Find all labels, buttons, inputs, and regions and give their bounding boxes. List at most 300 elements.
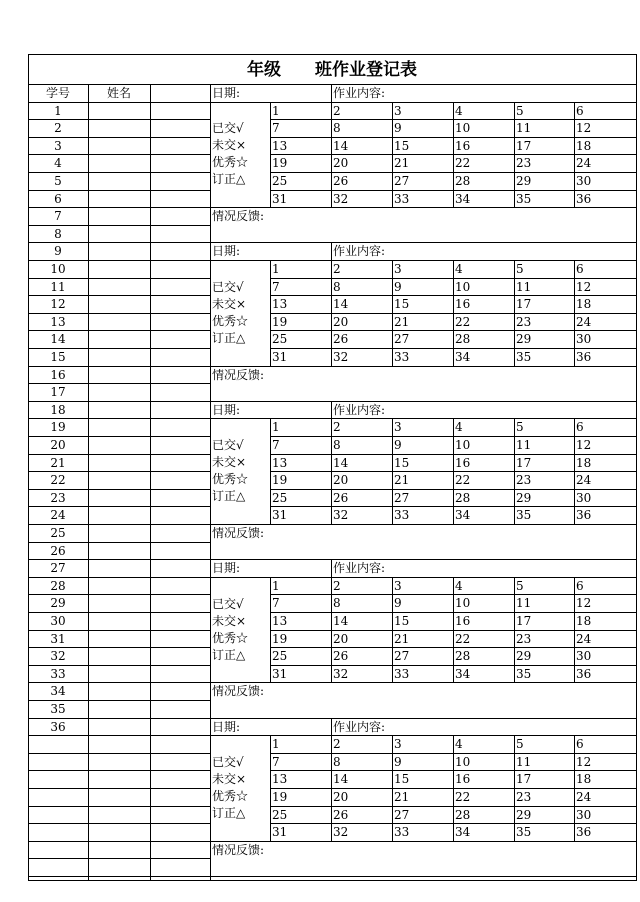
student-id-cell: 2 <box>54 120 62 135</box>
number-grid-col-line <box>514 102 515 208</box>
homework-number-cell: 7 <box>272 595 280 610</box>
student-id-cell: 29 <box>50 595 66 610</box>
student-id-cell: 30 <box>50 613 66 628</box>
status-legend-item: 未交× <box>212 772 247 786</box>
number-grid-col-line <box>453 577 454 683</box>
homework-number-cell: 35 <box>516 666 532 681</box>
homework-number-cell: 19 <box>272 789 288 804</box>
student-id-cell: 18 <box>50 402 66 417</box>
homework-number-cell: 1 <box>272 578 280 593</box>
homework-number-cell: 2 <box>333 103 341 118</box>
left-row-line <box>28 858 210 859</box>
number-grid-col-line <box>392 102 393 208</box>
homework-number-cell: 10 <box>455 120 471 135</box>
feedback-label: 情况反馈: <box>212 843 265 857</box>
homework-number-cell: 32 <box>333 666 349 681</box>
student-id-cell: 24 <box>50 507 66 522</box>
homework-number-cell: 15 <box>394 613 410 628</box>
student-id-cell: 11 <box>50 279 66 294</box>
number-grid-col-line <box>270 735 271 841</box>
homework-number-cell: 26 <box>333 173 349 188</box>
homework-number-cell: 7 <box>272 120 280 135</box>
homework-number-cell: 3 <box>394 419 402 434</box>
feedback-label: 情况反馈: <box>212 526 265 540</box>
homework-number-cell: 27 <box>394 490 410 505</box>
status-legend-item: 订正△ <box>212 489 246 503</box>
homework-number-cell: 10 <box>455 754 471 769</box>
homework-number-cell: 15 <box>394 138 410 153</box>
homework-number-cell: 18 <box>576 296 592 311</box>
homework-number-cell: 19 <box>272 155 288 170</box>
homework-number-cell: 16 <box>455 138 471 153</box>
homework-number-cell: 7 <box>272 754 280 769</box>
column-line-blank <box>150 84 151 880</box>
left-row-line <box>28 876 210 877</box>
sheet-title: 年级 班作业登记表 <box>247 60 417 80</box>
status-legend-item: 未交× <box>212 297 247 311</box>
homework-number-cell: 36 <box>576 507 592 522</box>
homework-number-cell: 20 <box>333 155 349 170</box>
homework-number-cell: 13 <box>272 296 288 311</box>
student-id-cell: 36 <box>50 719 66 734</box>
homework-number-cell: 30 <box>576 648 592 663</box>
number-grid-col-line <box>331 577 332 683</box>
homework-number-cell: 36 <box>576 191 592 206</box>
column-header-student-id: 学号 <box>45 86 70 100</box>
homework-number-cell: 6 <box>576 736 584 751</box>
legend-top-line <box>210 260 270 261</box>
homework-number-cell: 26 <box>333 331 349 346</box>
student-id-cell: 13 <box>50 314 66 329</box>
homework-number-cell: 2 <box>333 736 341 751</box>
homework-number-cell: 33 <box>394 666 410 681</box>
homework-number-cell: 21 <box>394 155 410 170</box>
number-grid-col-line <box>270 418 271 524</box>
homework-number-cell: 8 <box>333 754 341 769</box>
homework-number-cell: 25 <box>272 173 288 188</box>
homework-number-cell: 32 <box>333 824 349 839</box>
homework-number-cell: 31 <box>272 666 288 681</box>
homework-number-cell: 18 <box>576 138 592 153</box>
homework-number-cell: 10 <box>455 437 471 452</box>
homework-number-cell: 25 <box>272 331 288 346</box>
homework-number-cell: 29 <box>516 807 532 822</box>
homework-number-cell: 29 <box>516 173 532 188</box>
homework-number-cell: 21 <box>394 472 410 487</box>
homework-number-cell: 20 <box>333 631 349 646</box>
status-legend-item: 已交√ <box>212 438 244 452</box>
number-grid-col-line <box>331 102 332 208</box>
student-id-cell: 14 <box>50 331 66 346</box>
homework-number-cell: 7 <box>272 279 280 294</box>
status-legend-item: 优秀☆ <box>212 789 249 803</box>
homework-number-cell: 11 <box>516 120 532 135</box>
student-id-cell: 8 <box>54 226 62 241</box>
number-grid-col-line <box>574 102 575 208</box>
status-legend-item: 优秀☆ <box>212 314 249 328</box>
homework-number-cell: 18 <box>576 613 592 628</box>
homework-number-cell: 12 <box>576 437 592 452</box>
content-label: 作业内容: <box>333 86 386 100</box>
status-legend-item: 订正△ <box>212 172 246 186</box>
homework-number-cell: 16 <box>455 613 471 628</box>
date-content-divider <box>331 401 332 419</box>
homework-number-cell: 20 <box>333 314 349 329</box>
status-legend-item: 优秀☆ <box>212 155 249 169</box>
number-grid-col-line <box>331 418 332 524</box>
student-id-cell: 3 <box>54 138 62 153</box>
homework-number-cell: 27 <box>394 173 410 188</box>
status-legend-item: 已交√ <box>212 755 244 769</box>
number-grid-col-line <box>453 260 454 366</box>
number-grid-col-line <box>392 577 393 683</box>
homework-number-cell: 29 <box>516 331 532 346</box>
frame-top <box>28 54 636 55</box>
homework-number-cell: 22 <box>455 789 471 804</box>
homework-number-cell: 1 <box>272 261 280 276</box>
student-id-cell: 25 <box>50 525 66 540</box>
homework-number-cell: 1 <box>272 736 280 751</box>
homework-number-cell: 2 <box>333 261 341 276</box>
student-id-cell: 35 <box>50 701 66 716</box>
homework-number-cell: 3 <box>394 103 402 118</box>
homework-number-cell: 28 <box>455 490 471 505</box>
homework-number-cell: 14 <box>333 296 349 311</box>
homework-number-cell: 23 <box>516 155 532 170</box>
left-row-line <box>28 770 210 771</box>
homework-number-cell: 28 <box>455 648 471 663</box>
homework-number-cell: 13 <box>272 455 288 470</box>
homework-number-cell: 21 <box>394 789 410 804</box>
homework-number-cell: 24 <box>576 631 592 646</box>
homework-number-cell: 30 <box>576 173 592 188</box>
homework-number-cell: 13 <box>272 771 288 786</box>
left-row-line <box>28 823 210 824</box>
student-id-cell: 32 <box>50 648 66 663</box>
number-grid-col-line <box>514 418 515 524</box>
status-legend-item: 已交√ <box>212 280 244 294</box>
homework-number-cell: 30 <box>576 331 592 346</box>
number-grid-col-line <box>392 418 393 524</box>
homework-number-cell: 9 <box>394 437 402 452</box>
student-id-cell: 5 <box>54 173 62 188</box>
homework-number-cell: 14 <box>333 613 349 628</box>
student-id-cell: 7 <box>54 208 62 223</box>
homework-number-cell: 12 <box>576 754 592 769</box>
homework-number-cell: 20 <box>333 472 349 487</box>
homework-number-cell: 12 <box>576 279 592 294</box>
column-line-block <box>210 84 211 880</box>
status-legend-item: 已交√ <box>212 121 244 135</box>
homework-number-cell: 4 <box>455 578 463 593</box>
feedback-label: 情况反馈: <box>212 684 265 698</box>
student-id-cell: 15 <box>50 349 66 364</box>
homework-number-cell: 21 <box>394 314 410 329</box>
homework-number-cell: 4 <box>455 103 463 118</box>
number-grid-col-line <box>574 418 575 524</box>
homework-number-cell: 30 <box>576 490 592 505</box>
homework-number-cell: 31 <box>272 349 288 364</box>
status-legend-item: 未交× <box>212 138 247 152</box>
homework-number-cell: 22 <box>455 631 471 646</box>
homework-number-cell: 33 <box>394 191 410 206</box>
homework-number-cell: 33 <box>394 824 410 839</box>
status-legend-item: 未交× <box>212 455 247 469</box>
student-id-cell: 22 <box>50 472 66 487</box>
content-label: 作业内容: <box>333 244 386 259</box>
homework-number-cell: 2 <box>333 419 341 434</box>
number-grid-col-line <box>574 260 575 366</box>
homework-number-cell: 14 <box>333 455 349 470</box>
student-id-cell: 16 <box>50 367 66 382</box>
homework-number-cell: 18 <box>576 455 592 470</box>
homework-number-cell: 36 <box>576 666 592 681</box>
homework-number-cell: 22 <box>455 155 471 170</box>
homework-number-cell: 17 <box>516 771 532 786</box>
status-legend-item: 订正△ <box>212 331 246 345</box>
homework-number-cell: 32 <box>333 191 349 206</box>
homework-number-cell: 36 <box>576 349 592 364</box>
homework-number-cell: 14 <box>333 138 349 153</box>
homework-number-cell: 17 <box>516 138 532 153</box>
number-grid-col-line <box>514 577 515 683</box>
homework-number-cell: 12 <box>576 120 592 135</box>
status-legend-item: 未交× <box>212 614 247 628</box>
student-id-cell: 33 <box>50 666 66 681</box>
content-label: 作业内容: <box>333 561 386 576</box>
homework-number-cell: 28 <box>455 807 471 822</box>
frame-right <box>636 54 637 880</box>
homework-number-cell: 23 <box>516 472 532 487</box>
homework-number-cell: 25 <box>272 648 288 663</box>
homework-number-cell: 13 <box>272 613 288 628</box>
homework-number-cell: 33 <box>394 507 410 522</box>
homework-number-cell: 26 <box>333 490 349 505</box>
number-grid-col-line <box>270 102 271 208</box>
homework-number-cell: 4 <box>455 736 463 751</box>
student-id-cell: 19 <box>50 419 66 434</box>
number-grid-col-line <box>453 102 454 208</box>
homework-number-cell: 30 <box>576 807 592 822</box>
homework-number-cell: 4 <box>455 419 463 434</box>
homework-number-cell: 9 <box>394 279 402 294</box>
homework-number-cell: 16 <box>455 771 471 786</box>
homework-number-cell: 19 <box>272 314 288 329</box>
date-label: 日期: <box>212 402 241 417</box>
homework-number-cell: 29 <box>516 490 532 505</box>
legend-top-line <box>210 577 270 578</box>
homework-number-cell: 8 <box>333 595 341 610</box>
feedback-label: 情况反馈: <box>212 209 265 223</box>
student-id-cell: 9 <box>54 243 62 258</box>
date-content-divider <box>331 559 332 577</box>
homework-number-cell: 5 <box>516 103 524 118</box>
number-grid-col-line <box>392 260 393 366</box>
homework-number-cell: 14 <box>333 771 349 786</box>
status-legend-item: 订正△ <box>212 648 246 662</box>
homework-number-cell: 35 <box>516 824 532 839</box>
homework-number-cell: 24 <box>576 155 592 170</box>
homework-number-cell: 27 <box>394 331 410 346</box>
homework-number-cell: 35 <box>516 191 532 206</box>
date-content-divider <box>331 84 332 102</box>
homework-number-cell: 18 <box>576 771 592 786</box>
homework-number-cell: 11 <box>516 595 532 610</box>
content-label: 作业内容: <box>333 719 386 734</box>
homework-number-cell: 34 <box>455 349 471 364</box>
status-legend-item: 已交√ <box>212 597 244 611</box>
homework-number-cell: 9 <box>394 120 402 135</box>
homework-number-cell: 34 <box>455 191 471 206</box>
left-row-line <box>28 841 210 842</box>
homework-number-cell: 6 <box>576 261 584 276</box>
homework-number-cell: 10 <box>455 279 471 294</box>
homework-number-cell: 3 <box>394 578 402 593</box>
homework-number-cell: 25 <box>272 490 288 505</box>
homework-number-cell: 6 <box>576 103 584 118</box>
homework-number-cell: 6 <box>576 578 584 593</box>
homework-number-cell: 9 <box>394 595 402 610</box>
homework-number-cell: 24 <box>576 789 592 804</box>
homework-number-cell: 31 <box>272 507 288 522</box>
homework-number-cell: 26 <box>333 648 349 663</box>
student-id-cell: 6 <box>54 191 62 206</box>
block-divider <box>210 876 636 877</box>
student-id-cell: 10 <box>50 261 66 276</box>
feedback-label: 情况反馈: <box>212 368 265 382</box>
number-grid-col-line <box>453 418 454 524</box>
homework-number-cell: 5 <box>516 578 524 593</box>
homework-number-cell: 28 <box>455 331 471 346</box>
student-id-cell: 21 <box>50 455 66 470</box>
number-grid-col-line <box>514 260 515 366</box>
left-row-line <box>28 753 210 754</box>
number-grid-col-line <box>392 735 393 841</box>
homework-number-cell: 8 <box>333 437 341 452</box>
homework-number-cell: 33 <box>394 349 410 364</box>
number-grid-col-line <box>453 735 454 841</box>
student-id-cell: 17 <box>50 384 66 399</box>
homework-number-cell: 20 <box>333 789 349 804</box>
student-id-cell: 20 <box>50 437 66 452</box>
date-label: 日期: <box>212 719 241 734</box>
homework-number-cell: 27 <box>394 807 410 822</box>
homework-number-cell: 3 <box>394 261 402 276</box>
homework-number-cell: 32 <box>333 507 349 522</box>
frame-bottom <box>28 880 637 881</box>
homework-number-cell: 1 <box>272 419 280 434</box>
homework-number-cell: 15 <box>394 455 410 470</box>
homework-number-cell: 10 <box>455 595 471 610</box>
homework-number-cell: 13 <box>272 138 288 153</box>
homework-number-cell: 17 <box>516 613 532 628</box>
column-header-name: 姓名 <box>106 86 131 100</box>
homework-number-cell: 1 <box>272 103 280 118</box>
homework-number-cell: 36 <box>576 824 592 839</box>
number-grid-col-line <box>270 260 271 366</box>
homework-number-cell: 15 <box>394 296 410 311</box>
homework-number-cell: 16 <box>455 296 471 311</box>
homework-number-cell: 29 <box>516 648 532 663</box>
date-label: 日期: <box>212 86 241 100</box>
content-label: 作业内容: <box>333 402 386 417</box>
homework-number-cell: 2 <box>333 578 341 593</box>
homework-number-cell: 22 <box>455 314 471 329</box>
homework-number-cell: 19 <box>272 472 288 487</box>
status-legend-item: 订正△ <box>212 806 246 820</box>
student-id-cell: 26 <box>50 543 66 558</box>
homework-number-cell: 34 <box>455 824 471 839</box>
homework-number-cell: 24 <box>576 314 592 329</box>
homework-number-cell: 21 <box>394 631 410 646</box>
homework-number-cell: 31 <box>272 191 288 206</box>
date-label: 日期: <box>212 244 241 259</box>
homework-number-cell: 23 <box>516 314 532 329</box>
student-id-cell: 27 <box>50 560 66 575</box>
status-legend-item: 优秀☆ <box>212 472 249 486</box>
student-id-cell: 4 <box>54 155 62 170</box>
date-content-divider <box>331 718 332 736</box>
student-id-cell: 34 <box>50 683 66 698</box>
homework-number-cell: 25 <box>272 807 288 822</box>
homework-number-cell: 11 <box>516 279 532 294</box>
number-grid-col-line <box>331 260 332 366</box>
homework-number-cell: 24 <box>576 472 592 487</box>
student-id-cell: 23 <box>50 490 66 505</box>
homework-number-cell: 5 <box>516 736 524 751</box>
homework-number-cell: 3 <box>394 736 402 751</box>
homework-number-cell: 34 <box>455 507 471 522</box>
homework-number-cell: 22 <box>455 472 471 487</box>
student-id-cell: 1 <box>54 103 62 118</box>
homework-number-cell: 7 <box>272 437 280 452</box>
homework-number-cell: 32 <box>333 349 349 364</box>
homework-number-cell: 35 <box>516 349 532 364</box>
number-grid-col-line <box>270 577 271 683</box>
number-grid-col-line <box>514 735 515 841</box>
legend-top-line <box>210 418 270 419</box>
student-id-cell: 31 <box>50 631 66 646</box>
homework-number-cell: 4 <box>455 261 463 276</box>
homework-number-cell: 31 <box>272 824 288 839</box>
homework-number-cell: 28 <box>455 173 471 188</box>
homework-number-cell: 11 <box>516 437 532 452</box>
legend-top-line <box>210 735 270 736</box>
homework-number-cell: 6 <box>576 419 584 434</box>
homework-number-cell: 35 <box>516 507 532 522</box>
number-grid-col-line <box>574 577 575 683</box>
homework-number-cell: 5 <box>516 419 524 434</box>
status-legend-item: 优秀☆ <box>212 631 249 645</box>
left-row-line <box>28 806 210 807</box>
date-label: 日期: <box>212 561 241 576</box>
homework-number-cell: 16 <box>455 455 471 470</box>
homework-number-cell: 15 <box>394 771 410 786</box>
date-content-divider <box>331 242 332 260</box>
left-row-line <box>28 788 210 789</box>
homework-number-cell: 11 <box>516 754 532 769</box>
student-id-cell: 28 <box>50 578 66 593</box>
homework-number-cell: 8 <box>333 120 341 135</box>
homework-number-cell: 17 <box>516 296 532 311</box>
homework-number-cell: 26 <box>333 807 349 822</box>
homework-number-cell: 8 <box>333 279 341 294</box>
homework-number-cell: 19 <box>272 631 288 646</box>
number-grid-col-line <box>331 735 332 841</box>
homework-number-cell: 12 <box>576 595 592 610</box>
homework-number-cell: 17 <box>516 455 532 470</box>
column-line-name <box>88 84 89 880</box>
